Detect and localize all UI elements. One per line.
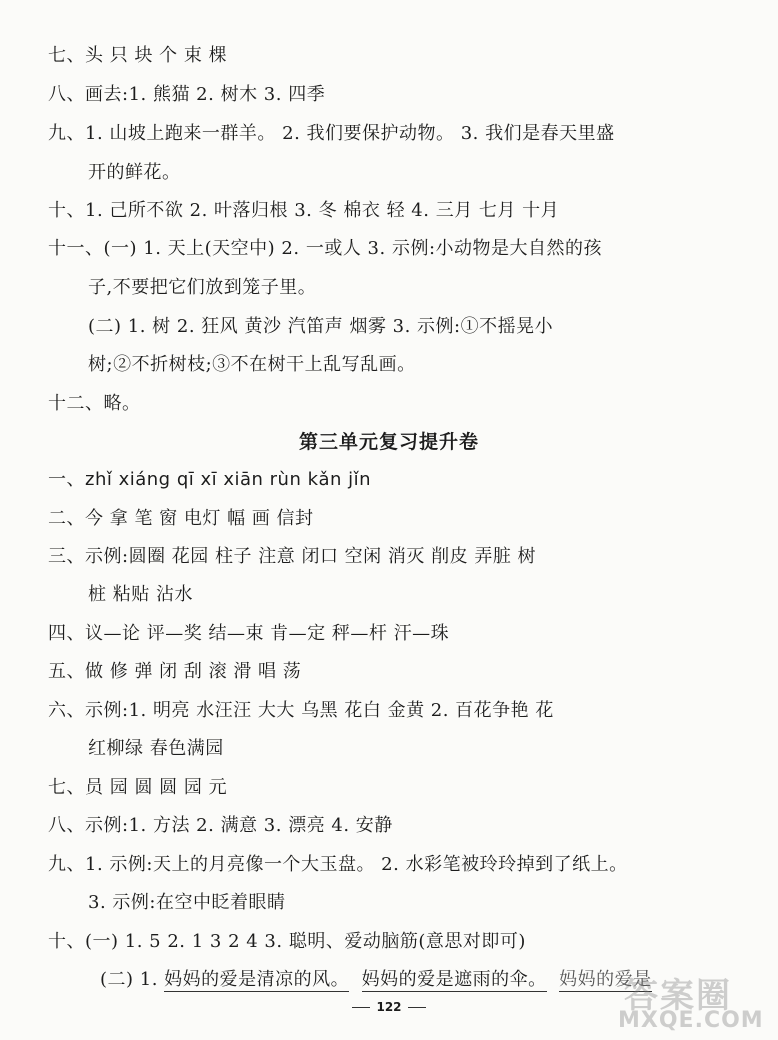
watermark-logo [614,968,764,1036]
watermark-text: 答案圈 [624,976,732,1016]
answer-line: 十、(一) 1. 5 2. 1 3 2 4 3. 聪明、爱动脑筋(意思对即可) [48,931,526,952]
answer-line: (二) 1. 树 2. 狂风 黄沙 汽笛声 烟雾 3. 示例:①不摇晃小 [88,316,554,337]
item-prefix: (二) 1. [100,969,165,990]
answer-line: 开的鲜花。 [88,162,181,183]
underlined-answer: 妈妈的爱是清凉的风。 [164,969,350,990]
answer-line: 六、示例:1. 明亮 水汪汪 大大 乌黑 花白 金黄 2. 百花争艳 花 [48,700,554,721]
answer-line: 桩 粘贴 沾水 [88,584,193,605]
watermark-url: MXQE.COM [618,1008,764,1033]
answer-line: 一、zhǐ xiáng qī xī xiān rùn kǎn jǐn [48,469,372,490]
answer-line: 十、1. 己所不欲 2. 叶落归根 3. 冬 棉衣 轻 4. 三月 七月 十月 [48,200,560,221]
answer-line: 十一、(一) 1. 天上(天空中) 2. 一或人 3. 示例:小动物是大自然的孩 [48,238,603,259]
answer-line: 红柳绿 春色满园 [88,738,224,759]
page-number-dash-left [352,1007,370,1008]
answer-line: 九、1. 示例:天上的月亮像一个大玉盘。 2. 水彩笔被玲玲掉到了纸上。 [48,854,628,875]
answer-line: 3. 示例:在空中眨着眼睛 [88,892,286,913]
answer-line: 子,不要把它们放到笼子里。 [88,277,317,298]
answer-line: 八、示例:1. 方法 2. 满意 3. 漂亮 4. 安静 [48,815,393,836]
answer-line: 七、员 园 圆 圆 园 元 [48,777,228,798]
answer-line: 三、示例:圆圈 花园 柱子 注意 闭口 空闲 消灭 削皮 弄脏 树 [48,546,537,567]
section-title: 第三单元复习提升卷 [298,431,479,453]
underlined-answer: 妈妈的爱是 [559,969,652,990]
answer-line: 树;②不折树枝;③不在树干上乱写乱画。 [88,354,416,375]
answer-line: 五、做 修 弹 闭 刮 滚 滑 唱 荡 [48,661,302,682]
answer-line: 四、议—论 评—奖 结—束 肯—定 秤—杆 汗—珠 [48,623,450,644]
underlined-answer: 妈妈的爱是遮雨的伞。 [361,969,547,990]
page-number-dash-right [408,1007,426,1008]
page-number-value: 122 [376,1000,402,1014]
answer-line: 十二、略。 [48,393,141,414]
answer-line: 二、今 拿 笔 窗 电灯 幅 画 信封 [48,508,314,529]
answer-line: 七、头 只 块 个 束 棵 [48,45,228,66]
answer-line: 九、1. 山坡上跑来一群羊。 2. 我们要保护动物。 3. 我们是春天里盛 [48,123,615,144]
answer-line: 八、画去:1. 熊猫 2. 树木 3. 四季 [48,84,326,105]
